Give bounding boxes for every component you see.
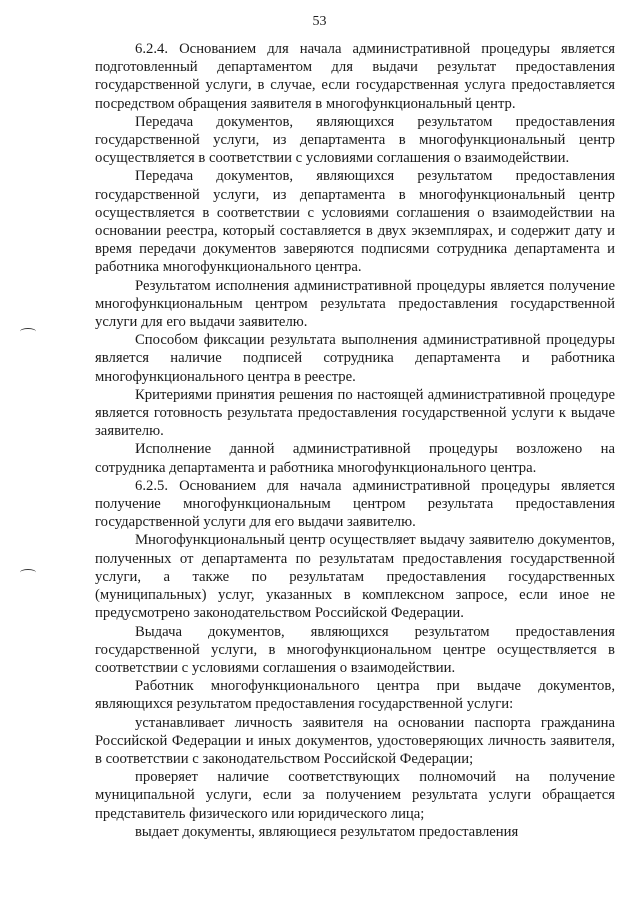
paragraph: Передача документов, являющихся результатом предоставления государственной услуги, из департамента в многофункциональный центр осуществляется в соответствии с условиями соглашения о взаимодействии.	[95, 113, 615, 167]
paragraph: Исполнение данной административной процедуры возложено на сотрудника департамента и работника многофункционального центра.	[95, 441, 615, 476]
paragraph: Выдача документов, являющихся результатом предоставления государственной услуги, в многофункциональном центре осуществляется в соответствии с условиями соглашения о взаимодействии.	[95, 623, 615, 676]
list-item: выдает документы, являющиеся результатом предоставления	[135, 823, 519, 840]
list-item: устанавливает личность заявителя на основании паспорта гражданина Российской Федерации и иных документов, удостоверяющих личность заявителя, в соответствии с законодательством Российской Федерации;	[95, 714, 615, 767]
paragraph-6-2-4: 6.2.4. Основанием для начала административной процедуры является подготовленный департаментом для выдачи результат предоставления государственной услуги, в случае, если государственная услуга предоставляется посредством обращения заявителя в многофункциональный центр.	[95, 41, 615, 112]
document-body	[95, 40, 615, 841]
margin-mark	[20, 328, 36, 335]
margin-mark	[20, 569, 36, 576]
paragraph: Передача документов, являющихся результатом предоставления государственной услуги, из департамента в многофункциональный центр осуществляется в соответствии с условиями соглашения о взаимодействии на основании реестра, который составляется в двух экземплярах, и содержит дату и время передачи документов заверяются подписями сотрудника департамента и работника многофункционального центра.	[95, 168, 615, 276]
page-number: 53	[312, 14, 327, 29]
paragraph: Многофункциональный центр осуществляет выдачу заявителю документов, полученных от департамента по результатам предоставления государственной услуги, а также по результатам предоставления государственных (муниципальных) услуг, указанных в комплексном запросе, если иное не предусмотрено законодательством Российской Федерации.	[95, 532, 615, 622]
paragraph: Результатом исполнения административной процедуры является получение многофункциональным центром результата предоставления государственной услуги для его выдачи заявителю.	[95, 277, 615, 331]
paragraph-6-2-5: 6.2.5. Основанием для начала административной процедуры является получение многофункциональным центром результата предоставления государственной услуги для его выдачи заявителю.	[95, 477, 615, 531]
paragraph: Критериями принятия решения по настоящей административной процедуре является готовность результата предоставления государственной услуги к выдаче заявителю.	[95, 386, 615, 440]
list-item: проверяет наличие соответствующих полномочий на получение муниципальной услуги, если за получением результата услуги обращается представитель физического или юридического лица;	[95, 769, 615, 822]
paragraph: Работник многофункционального центра при выдаче документов, являющихся результатом предоставления государственной услуги:	[95, 678, 615, 713]
paragraph: Способом фиксации результата выполнения административной процедуры является наличие подписей сотрудника департамента и работника многофункционального центра в реестре.	[95, 332, 615, 385]
